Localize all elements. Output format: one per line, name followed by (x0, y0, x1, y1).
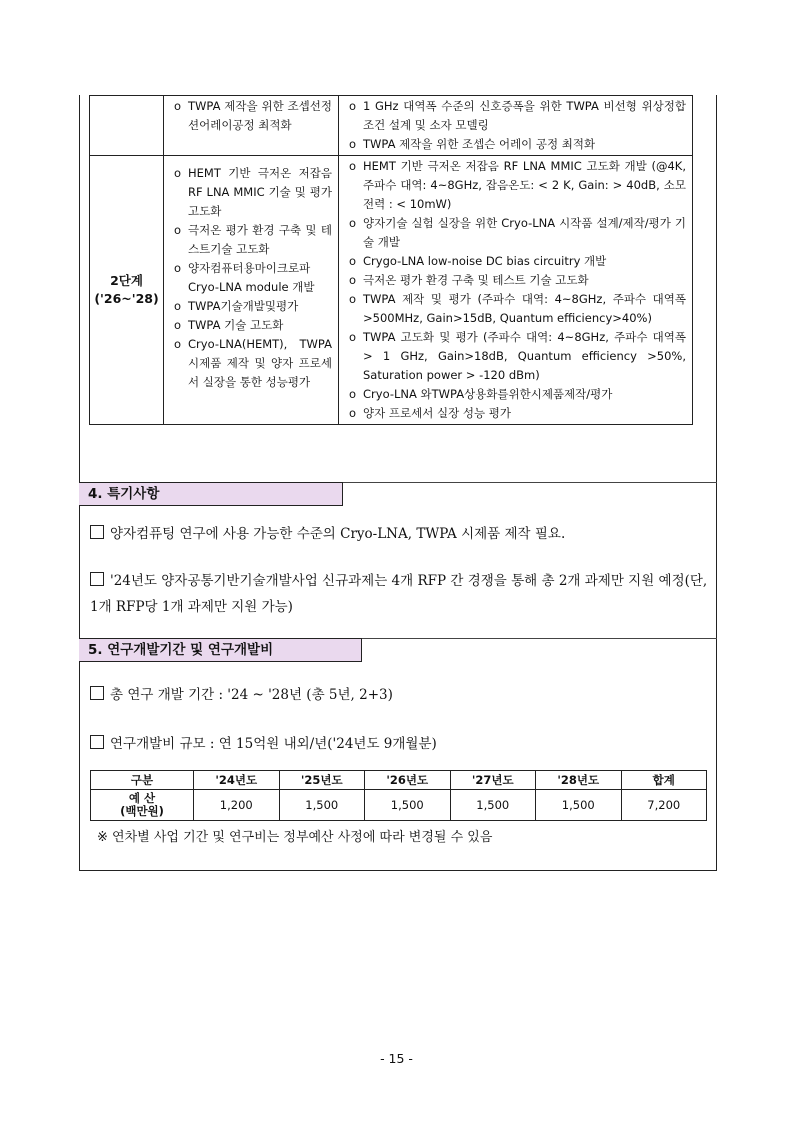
list-item: o HEMT 기반 극저온 저잡음 RF LNA MMIC 고도화 개발 (@4K, 주파수 대역: 4~8GHz, 잡음온도: < 2 K, Gain: > 40dB, 소모전력 : < 10mW) (349, 157, 686, 214)
bullet-icon: o (174, 318, 182, 332)
list-item: o TWPA 제작을 위한 조셉슨 어레이 공정 최적화 (349, 135, 686, 154)
table-header: 구분 (91, 771, 194, 790)
stage2-tasks (164, 156, 338, 393)
table-row (90, 156, 693, 425)
section5-item: 총 연구 개발 기간 : '24 ~ '28년 (총 5년, 2+3) (90, 682, 710, 708)
bullet-icon: o (174, 99, 182, 113)
page-number: - 15 - (380, 1051, 413, 1066)
checkbox-icon (90, 686, 104, 700)
list-item: o 극저온 평가 환경 구축 및 테스트기술 고도화 (174, 221, 332, 259)
stage1-details (339, 96, 692, 155)
bullet-icon: o (174, 223, 182, 237)
list-item: o Cryo-LNA 와TWPA상용화를위한시제품제작/평가 (349, 385, 686, 404)
table-cell: 1,500 (279, 790, 365, 821)
checkbox-icon (90, 735, 104, 749)
table-cell: 1,500 (365, 790, 451, 821)
table-header: '28년도 (536, 771, 622, 790)
table-header: 합계 (621, 771, 707, 790)
list-item: o 양자컴퓨터용마이크로파 Cryo-LNA module 개발 (174, 259, 332, 297)
list-item: o TWPA 고도화 및 평가 (주파수 대역: 4~8GHz, 주파수 대역폭 > 1 GHz, Gain>18dB, Quantum efficiency >50%, Saturation power > -120 dBm) (349, 328, 686, 385)
bullet-icon: o (349, 273, 357, 287)
table-cell: 1,500 (450, 790, 536, 821)
bullet-icon: o (174, 299, 182, 313)
bullet-icon: o (174, 166, 182, 180)
checkbox-icon (90, 525, 104, 539)
bullet-icon: o (349, 330, 357, 344)
budget-note: ※ 연차별 사업 기간 및 연구비는 정부예산 사정에 따라 변경될 수 있음 (97, 830, 493, 845)
stage-cell-empty (90, 96, 164, 156)
stage1-tasks (164, 96, 338, 136)
list-item: o HEMT 기반 극저온 저잡음 RF LNA MMIC 기술 및 평가고도화 (174, 164, 332, 221)
list-item: o TWPA 제작 및 평가 (주파수 대역: 4~8GHz, 주파수 대역폭>500MHz, Gain>15dB, Quantum efficiency>40%) (349, 290, 686, 328)
list-item: o Crygo-LNA low-noise DC bias circuitry 개발 (349, 252, 686, 271)
checkbox-icon (90, 572, 104, 586)
bullet-icon: o (349, 254, 357, 268)
bullet-icon: o (349, 99, 357, 113)
table-cell: 7,200 (621, 790, 707, 821)
table-header-row (91, 771, 707, 790)
section5-item: 연구개발비 규모 : 연 15억원 내외/년('24년도 9개월분) (90, 731, 710, 757)
budget-table (90, 770, 707, 821)
table-header: '25년도 (279, 771, 365, 790)
list-item: o 극저온 평가 환경 구축 및 테스트 기술 고도화 (349, 271, 686, 290)
table-cell: 1,200 (194, 790, 280, 821)
bullet-icon: o (349, 406, 357, 420)
row-label: 예 산 (백만원) (91, 790, 194, 821)
list-item: o Cryo-LNA(HEMT), TWPA 시제품 제작 및 양자 프로세서 실장을 통한 성능평가 (174, 335, 332, 392)
list-item: o 양자기술 실험 실장을 위한 Cryo-LNA 시작품 설계/제작/평가 기술 개발 (349, 214, 686, 252)
bullet-icon: o (174, 337, 182, 351)
bullet-icon: o (349, 159, 357, 173)
bullet-icon: o (349, 387, 357, 401)
stage-plan-table (89, 95, 693, 425)
table-header: '27년도 (450, 771, 536, 790)
table-row (90, 96, 693, 156)
table-header: '24년도 (194, 771, 280, 790)
list-item: o TWPA 기술 고도화 (174, 316, 332, 335)
stage2-details (339, 156, 692, 424)
list-item: o TWPA기술개발및평가 (174, 297, 332, 316)
table-row (91, 790, 707, 821)
list-item: o TWPA 제작을 위한 조셉선정션어레이공정 최적화 (174, 97, 332, 135)
table-cell: 1,500 (536, 790, 622, 821)
table-header: '26년도 (365, 771, 451, 790)
list-item: o 양자 프로세서 실장 성능 평가 (349, 404, 686, 423)
section4-item: 양자컴퓨팅 연구에 사용 가능한 수준의 Cryo-LNA, TWPA 시제품 제작 필요. (90, 521, 710, 547)
bullet-icon: o (349, 137, 357, 151)
section5-heading: 5. 연구개발기간 및 연구개발비 (79, 638, 362, 662)
stage-label: 2단계 ('26~'28) (90, 156, 164, 425)
bullet-icon: o (349, 292, 357, 306)
section4-item: '24년도 양자공통기반기술개발사업 신규과제는 4개 RFP 간 경쟁을 통해 총 2개 과제만 지원 예정(단, 1개 RFP당 1개 과제만 지원 가능) (90, 573, 708, 615)
section4-heading: 4. 특기사항 (79, 482, 343, 506)
bullet-icon: o (174, 261, 182, 275)
list-item: o 1 GHz 대역폭 수준의 신호증폭을 위한 TWPA 비선형 위상정합 조건 설계 및 소자 모델링 (349, 97, 686, 135)
bullet-icon: o (349, 216, 357, 230)
